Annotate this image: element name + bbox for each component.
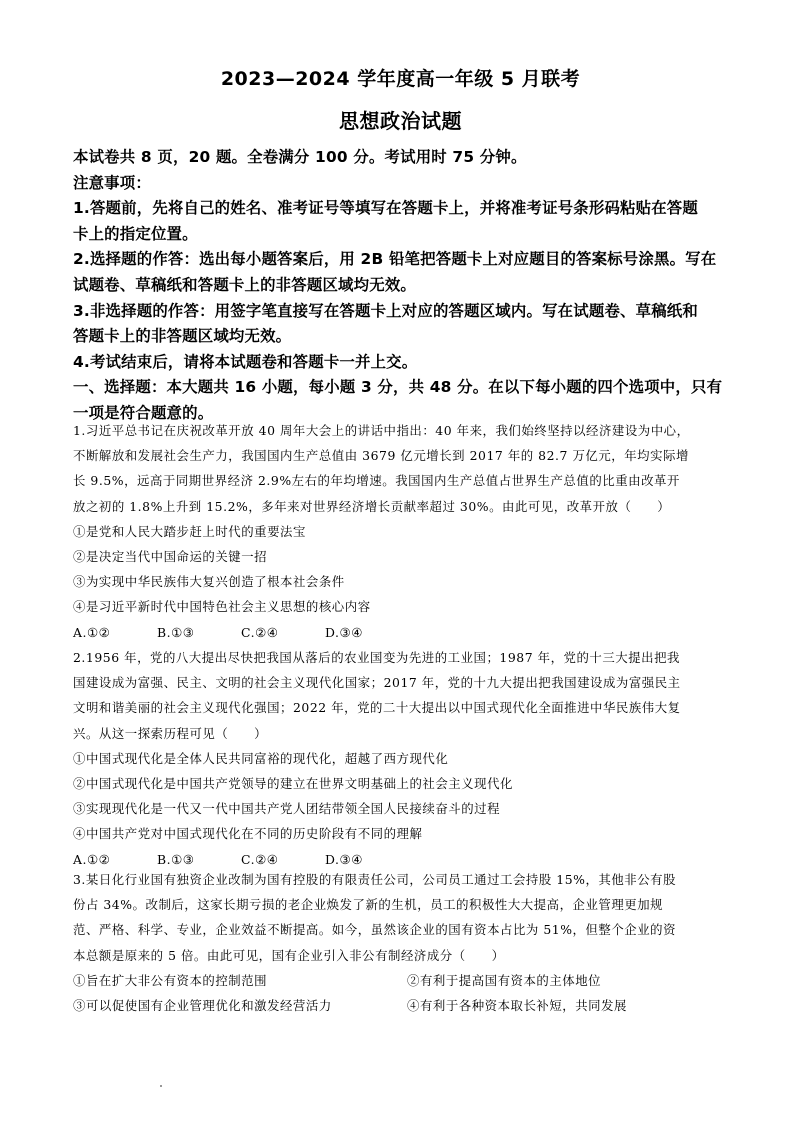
option-row — [73, 968, 733, 993]
option-1: ①中国式现代化是全体人民共同富裕的现代化，超越了西方现代化 — [73, 750, 449, 766]
option-1: ①是党和人民大踏步赶上时代的重要法宝 — [73, 523, 306, 539]
question-stem-line: 放之初的 1.8%上升到 15.2%，多年来对世界经济增长贡献率超过 30%。由此可见，改革开放（ ） — [73, 498, 671, 514]
page-mark — [160, 1085, 162, 1087]
section-heading: 一项是符合题意的。 — [73, 403, 214, 422]
question-stem-line: 1.习近平总书记在庆祝改革开放 40 周年大会上的讲话中指出：40 年来，我们始终坚持以经济建设为中心， — [73, 423, 690, 438]
question-stem-line: 份占 34%。改制后，这家长期亏损的老企业焕发了新的生机，员工的积极性大大提高，企业管理更加规 — [73, 897, 664, 913]
question-stem-line: 兴。从这一探索历程可见（ ） — [73, 725, 268, 741]
note-line: 卡上的指定位置。 — [73, 224, 198, 243]
note-line: 4.考试结束后，请将本试题卷和答题卡一并上交。 — [73, 352, 418, 371]
question-stem-line: 范、严格、科学、专业，企业效益不断提高。如今，虽然该企业的国有资本占比为 51%，但整个企业的资 — [73, 922, 677, 938]
question-3 — [73, 867, 733, 1018]
option-row — [73, 993, 733, 1018]
option-3: ③可以促使国有企业管理优化和激发经营活力 — [73, 998, 332, 1013]
option-3: ③为实现中华民族伟大复兴创造了根本社会条件 — [73, 574, 345, 590]
note-line: 答题卡上的非答题区域均无效。 — [73, 327, 292, 346]
answer-choices — [73, 620, 733, 645]
option-2: ②中国式现代化是中国共产党领导的建立在世界文明基础上的社会主义现代化 — [73, 776, 513, 792]
answer-b: B.①③ — [157, 624, 195, 640]
answer-c: C.②④ — [241, 851, 279, 867]
option-3: ③实现现代化是一代又一代中国共产党人团结带领全国人民接续奋斗的过程 — [73, 801, 501, 817]
answer-b: B.①③ — [157, 851, 195, 867]
note-line: 试题卷、草稿纸和答题卡上的非答题区域均无效。 — [73, 275, 416, 294]
option-4: ④中国共产党对中国式现代化在不同的历史阶段有不同的理解 — [73, 826, 423, 842]
exam-title: 2023—2024 学年度高一年级 5 月联考 — [220, 68, 581, 90]
question-stem-line: 不断解放和发展社会生产力，我国国内生产总值由 3679 亿元增长到 2017 年的 82.7 万亿元，年均实际增 — [73, 448, 689, 464]
option-2: ②有利于提高国有资本的主体地位 — [407, 972, 602, 988]
answer-c: C.②④ — [241, 624, 279, 640]
section-heading: 一、选择题：本大题共 16 小题，每小题 3 分，共 48 分。在以下每小题的四个选项中，只有 — [73, 378, 723, 397]
exam-summary: 本试卷共 8 页，20 题。全卷满分 100 分。考试用时 75 分钟。 — [73, 148, 527, 166]
notice-heading: 注意事项： — [73, 173, 151, 192]
option-1: ①旨在扩大非公有资本的控制范围 — [73, 972, 268, 988]
answer-d: D.③④ — [325, 851, 363, 867]
question-stem-line: 3.某日化行业国有独资企业改制为国有控股的有限责任公司，公司员工通过工会持股 15%，其他非公有股 — [73, 872, 677, 887]
exam-subtitle: 思想政治试题 — [339, 109, 462, 133]
question-stem-line: 文明和谐美丽的社会主义现代化强国；2022 年，党的二十大提出以中国式现代化全面推进中华民族伟大复 — [73, 700, 681, 716]
note-line: 2.选择题的作答：选出每小题答案后，用 2B 铅笔把答题卡上对应题目的答案标号涂黑。写在 — [73, 250, 717, 269]
question-stem-line: 本总额是原来的 5 倍。由此可见，国有企业引入非公有制经济成分（ ） — [73, 947, 505, 963]
answer-d: D.③④ — [325, 624, 363, 640]
option-2: ②是决定当代中国命运的关键一招 — [73, 549, 268, 565]
note-line: 1.答题前，先将自己的姓名、准考证号等填写在答题卡上，并将准考证号条形码粘贴在答题 — [73, 199, 698, 218]
answer-a: A.①② — [73, 851, 111, 867]
question-stem-line: 国建设成为富强、民主、文明的社会主义现代化国家；2017 年，党的十九大提出把我国建设成为富强民主 — [73, 675, 681, 691]
question-1 — [73, 418, 733, 645]
exam-instructions — [73, 145, 733, 427]
note-line: 3.非选择题的作答：用签字笔直接写在答题卡上对应的答题区域内。写在试题卷、草稿纸和 — [73, 301, 698, 320]
question-stem-line: 长 9.5%，远高于同期世界经济 2.9%左右的年均增速。我国国内生产总值占世界生产总值的比重由改革开 — [73, 473, 680, 489]
question-stem-line: 2.1956 年，党的八大提出尽快把我国从落后的农业国变为先进的工业国；1987 年，党的十三大提出把我 — [73, 650, 680, 665]
option-4: ④有利于各种资本取长补短，共同发展 — [407, 998, 627, 1013]
question-2 — [73, 645, 733, 872]
option-4: ④是习近平新时代中国特色社会主义思想的核心内容 — [73, 599, 371, 615]
answer-a: A.①② — [73, 624, 111, 640]
